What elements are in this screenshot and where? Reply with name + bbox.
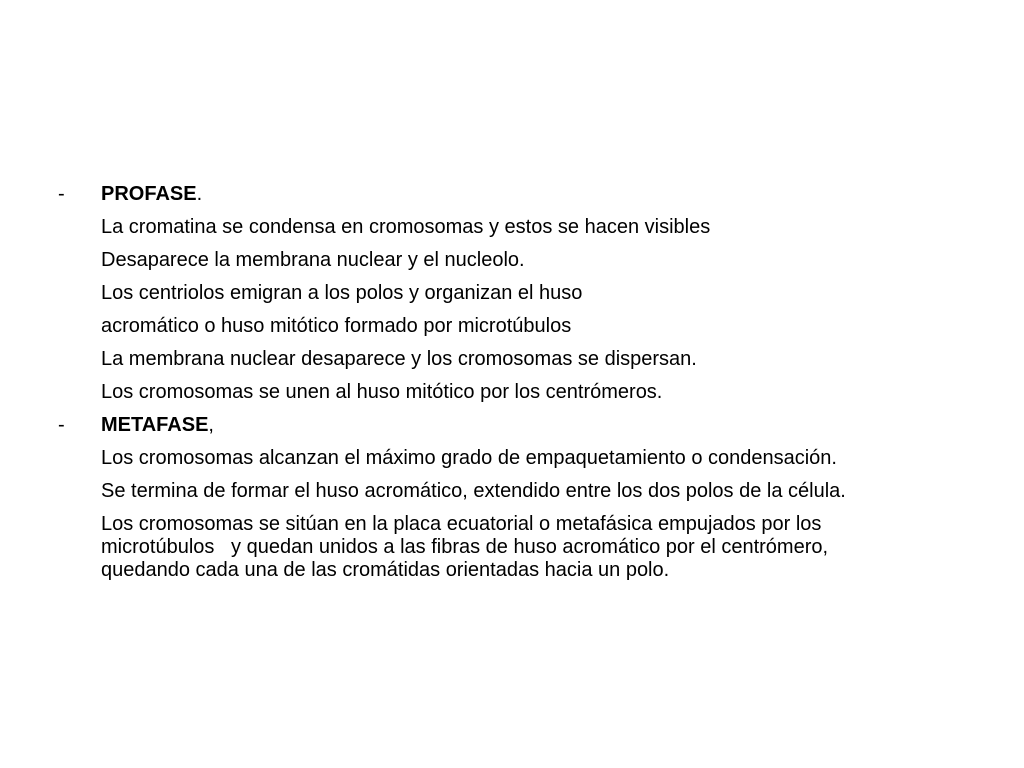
heading-punctuation: ,: [208, 414, 214, 436]
section-metafase: [58, 414, 998, 582]
paragraph-line: Los cromosomas se sitúan en la placa ecuatorial o metafásica empujados por los: [101, 513, 822, 535]
heading-row-metafase: [58, 414, 998, 447]
heading-title: PROFASE: [101, 183, 197, 205]
section-profase: [58, 183, 998, 414]
heading-profase: [101, 183, 202, 206]
text-line: Los centriolos emigran a los polos y organizan el huso: [101, 282, 583, 304]
text-line: La cromatina se condensa en cromosomas y estos se hacen visibles: [101, 216, 711, 238]
heading-metafase: [101, 414, 214, 437]
text-line: La membrana nuclear desaparece y los cromosomas se dispersan.: [101, 348, 697, 370]
heading-title: METAFASE: [101, 414, 209, 436]
heading-punctuation: .: [196, 183, 203, 205]
bullet-dash: -: [58, 183, 65, 205]
heading-row-profase: [58, 183, 998, 216]
paragraph-line: microtúbulos y quedan unidos a las fibras de huso acromático por el centrómero,: [101, 536, 829, 558]
text-line: Desaparece la membrana nuclear y el nucleolo.: [101, 249, 525, 271]
text-line: Los cromosomas alcanzan el máximo grado de empaquetamiento o condensación.: [101, 447, 837, 469]
text-line: Los cromosomas se unen al huso mitótico por los centrómeros.: [101, 381, 663, 403]
text-line: acromático o huso mitótico formado por microtúbulos: [101, 315, 572, 337]
text-line: Se termina de formar el huso acromático, extendido entre los dos polos de la célula.: [101, 480, 846, 502]
paragraph-line: quedando cada una de las cromátidas orientadas hacia un polo.: [101, 559, 670, 581]
bullet-dash: -: [58, 414, 65, 436]
slide-content: [58, 183, 998, 582]
text-paragraph: [101, 513, 998, 582]
